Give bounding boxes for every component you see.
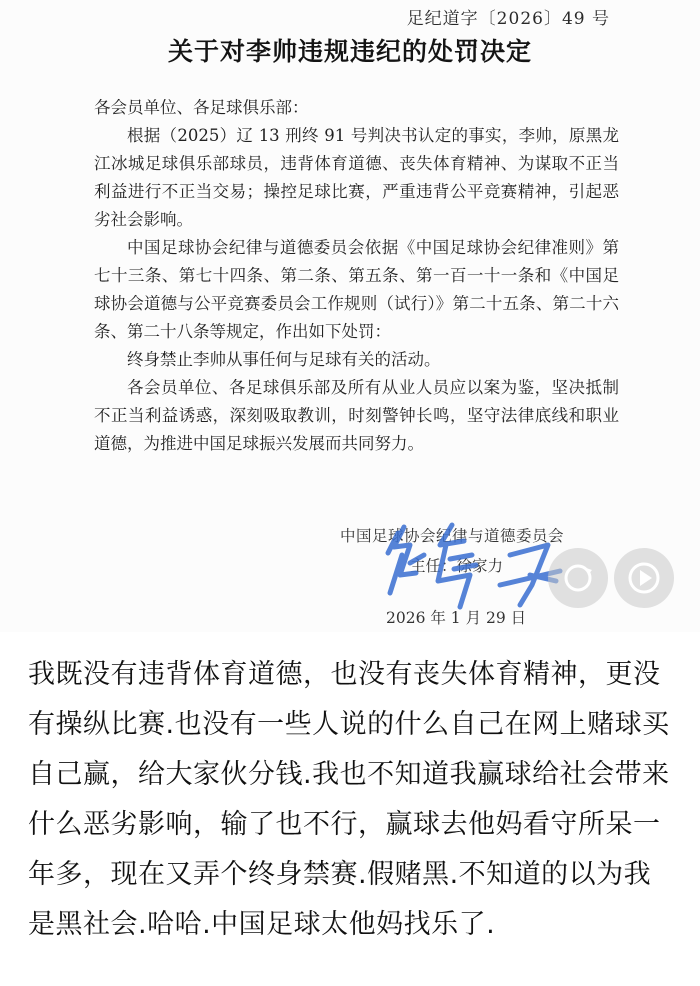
signature-date: 2026 年 1 月 29 日	[386, 609, 527, 627]
paragraph-warning: 各会员单位、各足球俱乐部及所有从业人员应以案为鉴，坚决抵制不正当利益诱惑，深刻吸取教训，时刻警钟长鸣，坚守法律底线和职业道德，为推进中国足球振兴发展而共同努力。	[94, 378, 619, 453]
document-title: 关于对李帅违规违纪的处罚决定	[167, 37, 532, 66]
paragraph-basis: 中国足球协会纪律与道德委员会依据《中国足球协会纪律准则》第七十三条、第七十四条、第二条、第五条、第一百一十一条和《中国足球协会道德与公平竞赛委员会工作规则（试行）》第二十五条、第二十六条、第二十八条等规定，作出如下处罚：	[94, 238, 619, 341]
signature-name: 主任：徐家力	[410, 557, 504, 575]
signature-org: 中国足球协会纪律与道德委员会	[340, 527, 565, 545]
document-body	[94, 94, 619, 458]
play-icon	[614, 548, 674, 608]
paragraph-penalty: 终身禁止李帅从事任何与足球有关的活动。	[127, 350, 441, 369]
play-button[interactable]	[614, 548, 674, 608]
post-caption: 我既没有违背体育道德，也没有丧失体育精神，更没有操纵比赛.也没有一些人说的什么自己在网上赌球买自己赢，给大家伙分钱.我也不知道我赢球给社会带来什么恶劣影响，输了也不行，赢球去他妈看守所呆一年多，现在又弄个终身禁赛.假赌黑.不知道的以为我是黑社会.哈哈.中国足球太他妈找乐了.	[28, 659, 670, 940]
salutation: 各会员单位、各足球俱乐部：	[94, 98, 309, 117]
rotate-button[interactable]	[548, 548, 608, 608]
refresh-icon	[548, 548, 608, 608]
paragraph-facts: 根据（2025）辽 13 刑终 91 号判决书认定的事实，李帅，原黑龙江冰城足球俱乐部球员，违背体育道德、丧失体育精神、为谋取不正当利益进行不正当交易；操控足球比赛，严重违背公平竞赛精神，引起恶劣社会影响。	[94, 126, 619, 229]
document-number: 足纪道字〔2026〕49 号	[406, 9, 610, 29]
